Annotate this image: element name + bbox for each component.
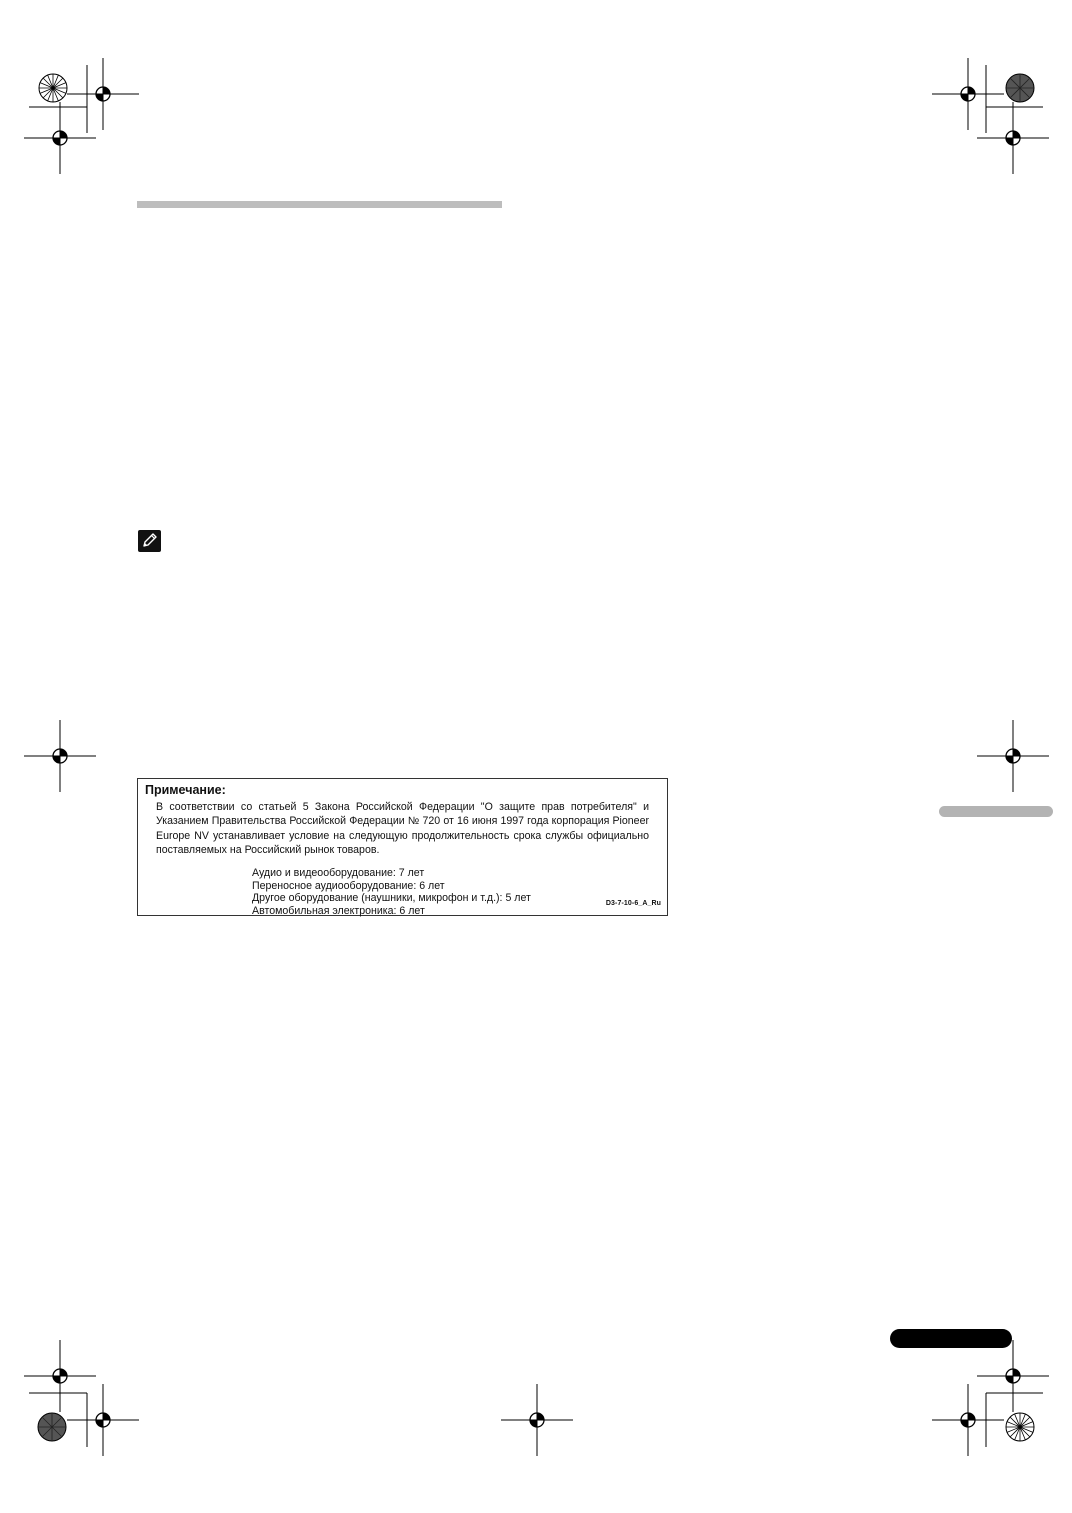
crosshair-registration-icon [67, 58, 139, 130]
list-item: Аудио и видеооборудование: 7 лет [252, 867, 425, 880]
service-life-list [252, 867, 659, 917]
document-code: D3-7-10-6_A_Ru [605, 900, 661, 907]
pencil-note-icon [138, 530, 161, 552]
list-item: Автомобильная электроника: 6 лет [252, 904, 425, 917]
crosshair-registration-icon [67, 1384, 139, 1456]
service-life-note-box [137, 778, 668, 916]
crosshair-registration-icon [24, 720, 96, 792]
crosshair-registration-icon [24, 1340, 96, 1412]
page-number-badge [890, 1329, 1012, 1348]
crosshair-registration-icon [932, 1384, 1004, 1456]
section-header-bar [137, 201, 502, 208]
list-item: Другое оборудование (наушники, микрофон и т.д.): 5 лет [252, 892, 531, 905]
crosshair-registration-icon [932, 58, 1004, 130]
note-paragraph: В соответствии со статьей 5 Закона Российской Федерации "О защите прав потребителя" и Указанием Правительства Российской Федерации № 720 от 16 июня 1997 года корпорация Pioneer Europe NV устанавливает условие на следующую продолжительность срока службы официально поставляемых на Российский рынок товаров. [156, 801, 649, 856]
crosshair-registration-icon [24, 102, 96, 174]
list-item: Переносное аудиооборудование: 6 лет [252, 879, 445, 892]
note-title: Примечание: [145, 783, 226, 797]
language-side-tab [939, 806, 1053, 817]
crosshair-registration-icon [977, 720, 1049, 792]
crosshair-registration-icon [501, 1384, 573, 1456]
crosshair-registration-icon [977, 1340, 1049, 1412]
crosshair-registration-icon [977, 102, 1049, 174]
